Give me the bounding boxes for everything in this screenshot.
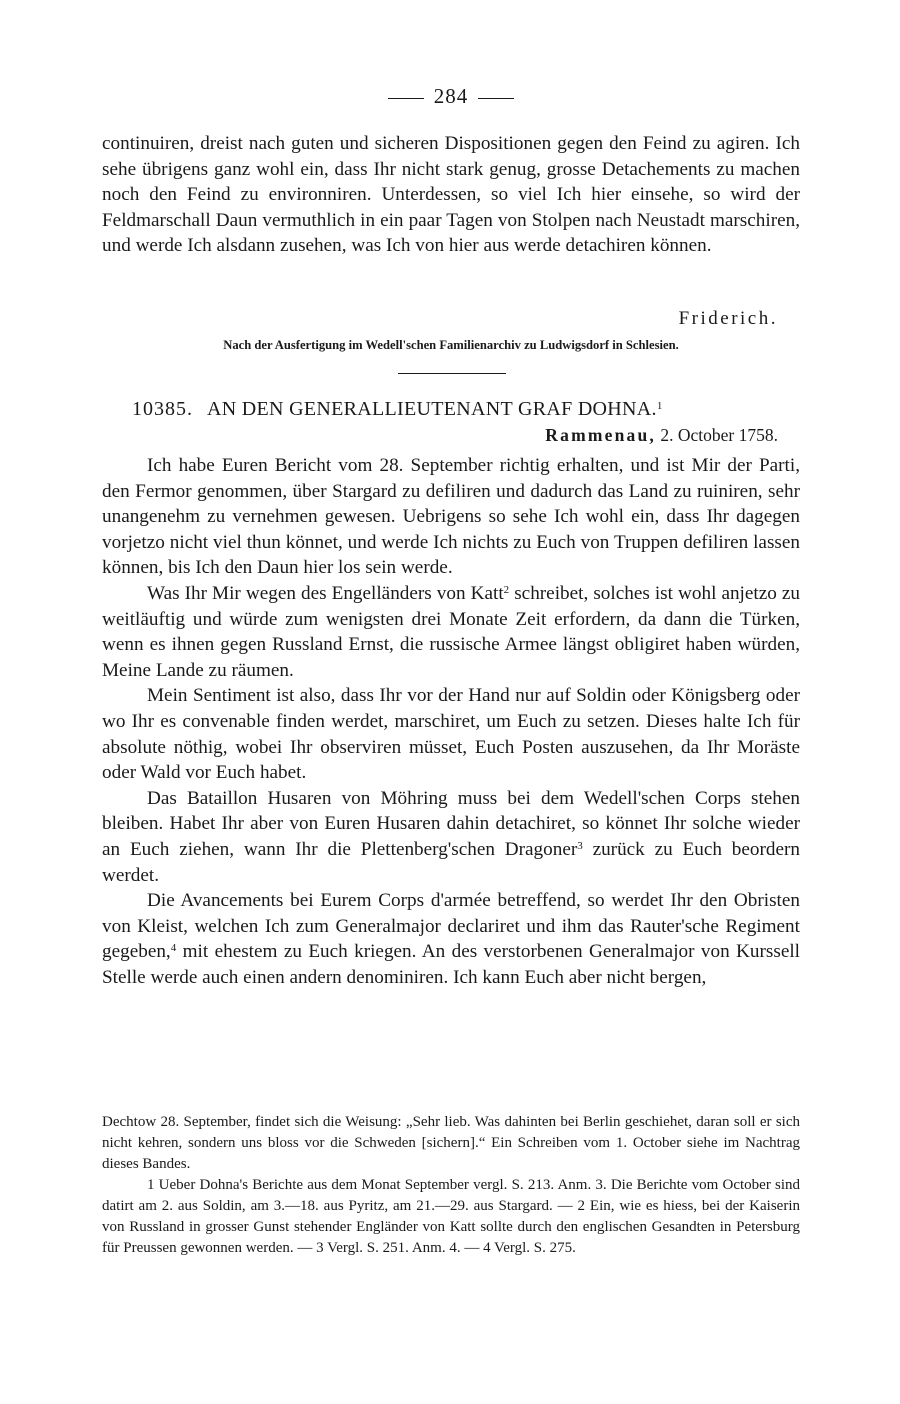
body-text: mit ehestem zu Euch kriegen. An des verstorbenen Generalmajor von Kurssell Stelle werde auch einen andern denominiren. Ich kann Euch aber nicht bergen, xyxy=(102,941,800,988)
footnote-ref: 4 xyxy=(170,942,177,955)
page-number: 284 xyxy=(433,84,469,108)
footnotes xyxy=(102,1112,800,1259)
dateline-place: Rammenau, xyxy=(545,425,656,445)
footnote-carryover: Dechtow 28. September, findet sich die Weisung: „Sehr lieb. Was dahinten bei Berlin geschiehet, daran soll er sich nicht kehren, sondern uns bloss vor die Schweden [sichern].“ Ein Schreiben vom 1. October siehe im Nachtrag dieses Bandes. xyxy=(102,1114,800,1172)
footnote-ref: 2 xyxy=(503,583,510,596)
footnote-ref: 3 xyxy=(577,839,583,852)
footnote-list: 1 Ueber Dohna's Berichte aus dem Monat September vergl. S. 213. Anm. 3. Die Berichte vom October sind datirt am 2. aus Soldin, am 3.—18. aus Pyritz, am 21.—29. aus Stargard. — 2 Ein, wie es hiess, bei der Kaiserin von Russland in grosser Gunst stehender Engländer von Katt sollte durch den englischen Gesandten in Petersburg für Preussen gewonnen werden. — 3 Vergl. S. 251. Anm. 4. — 4 Vergl. S. 275. xyxy=(102,1177,800,1256)
right-dash xyxy=(478,98,514,99)
section-divider xyxy=(398,373,506,374)
letter-title: AN DEN GENERALLIEUTENANT GRAF DOHNA. xyxy=(207,398,657,420)
body-text: zurück zu Euch beordern werdet. xyxy=(102,838,800,886)
letter-body xyxy=(102,453,800,990)
footnote-ref: 1 xyxy=(656,400,663,412)
body-text: schreibet, solches ist wohl anjetzo zu weitläuftig und würde zum wenigsten drei Monate Zeit erfordern, da dann die Türken, wenn es ihnen gegen Russland Ernst, die russische Armee längst obligiret haben würden, Meine Lande zu räumen. xyxy=(102,582,800,681)
body-paragraph xyxy=(102,888,800,990)
body-paragraph: Ich habe Euren Bericht vom 28. September richtig erhalten, und ist Mir der Parti, den Fermor genommen, über Stargard zu defiliren und dadurch das Land zu ruiniren, sehr unangenehm zu vernehmen gewesen. Uebrigens so sehe Ich wohl ein, dass Ihr dagegen vorjetzo nicht viel thun könnet, und werde Ich nichts zu Euch von Truppen defiliren lassen können, bis Ich den Daun hier los sein werde. xyxy=(102,455,800,579)
body-text: Das Bataillon Husaren von Möhring muss bei dem Wedell'schen Corps stehen bleiben. Habet Ihr aber von Euren Husaren dahin detachiret, so könnet Ihr solche wieder an Euch ziehen, wann Ihr die Plettenberg'schen Dragoner xyxy=(102,787,800,860)
body-paragraph xyxy=(102,786,800,888)
letter-number: 10385. xyxy=(132,398,193,420)
dateline xyxy=(545,425,778,446)
source-note: Nach der Ausfertigung im Wedell'schen Familienarchiv zu Ludwigsdorf in Schlesien. xyxy=(223,338,679,352)
letter-heading xyxy=(132,398,663,421)
signature: Friderich. xyxy=(678,308,778,329)
top-text-block xyxy=(102,131,800,259)
body-paragraph xyxy=(102,581,800,683)
body-paragraph: Mein Sentiment ist also, dass Ihr vor der Hand nur auf Soldin oder Königsberg oder wo Ihr es convenable finden werdet, marschiret, um Euch zu setzen. Dieses halte Ich für absolute nöthig, wobei Ihr observiren müsset, Euch Posten auszusehen, da Ihr Moräste oder Wald vor Euch habet. xyxy=(102,685,800,784)
body-text: Was Ihr Mir wegen des Engelländers von Katt xyxy=(147,582,504,604)
left-dash xyxy=(388,98,424,99)
page-number-line xyxy=(102,84,800,109)
dateline-date: 2. October 1758. xyxy=(660,425,778,445)
top-paragraph: continuiren, dreist nach guten und sicheren Dispositionen gegen den Feind zu agiren. Ich sehe übrigens ganz wohl ein, dass Ihr nicht stark genug, grosse Detachements zu machen noch den Feind zu environniren. Unterdessen, so viel Ich hier einsehe, so wird der Feldmarschall Daun vermuthlich in ein paar Tagen von Stolpen nach Neustadt marschiren, und werde Ich alsdann zusehen, was Ich von hier aus werde detachiren können. xyxy=(102,133,800,257)
body-text: Die Avancements bei Eurem Corps d'armée betreffend, so werdet Ihr den Obristen von Kleist, welchen Ich zum Generalmajor declariret und ihm das Rauter'sche Regiment gegeben, xyxy=(102,890,800,963)
